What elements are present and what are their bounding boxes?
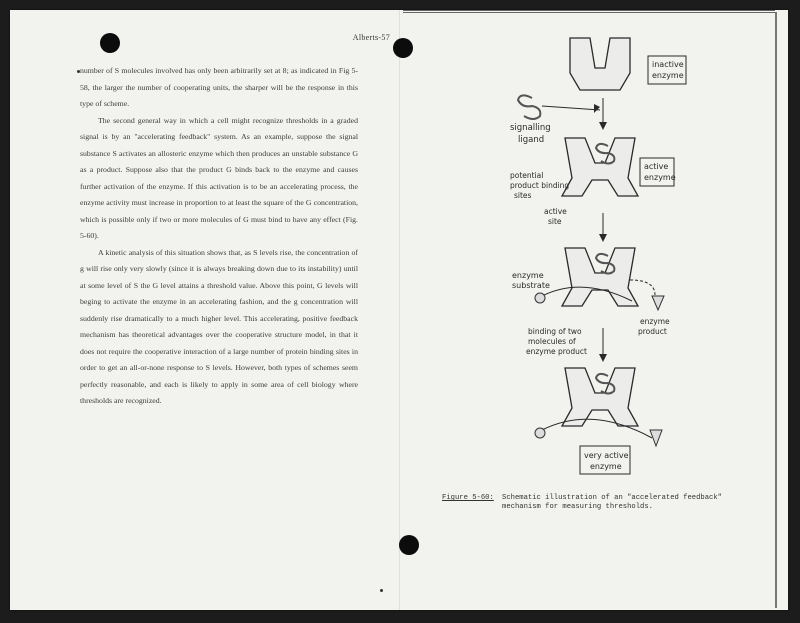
inactive-label: inactive enzyme — [652, 60, 684, 80]
punch-hole-right-bottom — [399, 535, 419, 555]
enzyme-shape — [562, 248, 638, 306]
ligand-s-shape — [518, 95, 540, 119]
active-enzyme-label: active enzyme — [644, 162, 676, 182]
enzyme-substrate-label: enzyme substrate — [512, 271, 550, 290]
page-fold — [399, 10, 400, 610]
caption-label: Figure 5-60: — [442, 494, 494, 502]
paragraph: number of S molecules involved has only been arbitrarily set at 8; as indicated in Fig 5-58, the larger the number of cooperating units, the sharper will be the response in this type of scheme. — [80, 66, 358, 108]
paragraph: The second general way in which a cell might recognize thresholds in a graded signal is by an "accelerating feedback" system. As an example, suppose the signal substance S activates an allosteric enzyme which then produces an unstable substance G as a product. Suppose also that the product G binds back to the enzyme and causes further activation of the enzyme. If this activation is to be an accelerating process, the enzyme activity must increase in proportion to at least the square of the G concentration, which is possible only if two or more molecules of G must bind to have any effect (Fig. 5-60). — [80, 115, 358, 240]
paragraph: A kinetic analysis of this situation shows that, as S levels rise, the concentration of g will rise only very slowly (since it is always breaking down due to its instability) until at some level of S the G level attains a threshold value. Above this point, G levels will beging to activate the enzyme in an accelerating fashion, and the g concentration will suddenly rise dramatically to a much higher level. This accelerating, positive feedback mechanism has theoretical advantages over the cooperative structure model, in that it does not require the cooperative interaction of a large number of protein binding sites in order to get an all-or-none response to S levels. However, both types of schemes seem perfectly reasonable, and each is likely to apply in some area of cell biology where thresholds are recognized. — [80, 247, 358, 405]
caption-text: Schematic illustration of an "accelerated feedback" mechanism for measuring thresholds. — [502, 494, 722, 511]
binding-two-label: binding of two molecules of enzyme product — [526, 327, 587, 356]
feedback-diagram — [500, 28, 720, 478]
very-active-label: very active enzyme — [584, 451, 629, 471]
speck — [380, 589, 383, 592]
top-right-edge — [403, 10, 775, 21]
punch-hole-right-top — [393, 38, 413, 58]
body-text — [80, 63, 358, 410]
potential-sites-label: potential product binding sites — [510, 171, 570, 200]
running-head: Alberts-57 — [352, 33, 390, 42]
punch-hole-left — [100, 33, 120, 53]
inactive-enzyme-shape — [570, 38, 630, 90]
active-enzyme-shape — [562, 138, 638, 196]
active-site-label: active site — [544, 207, 567, 226]
very-active-enzyme-shape — [562, 368, 638, 426]
signalling-ligand-label: signalling ligand — [510, 123, 551, 145]
right-edge — [775, 12, 777, 608]
enzyme-product-label: enzyme product — [638, 317, 670, 336]
